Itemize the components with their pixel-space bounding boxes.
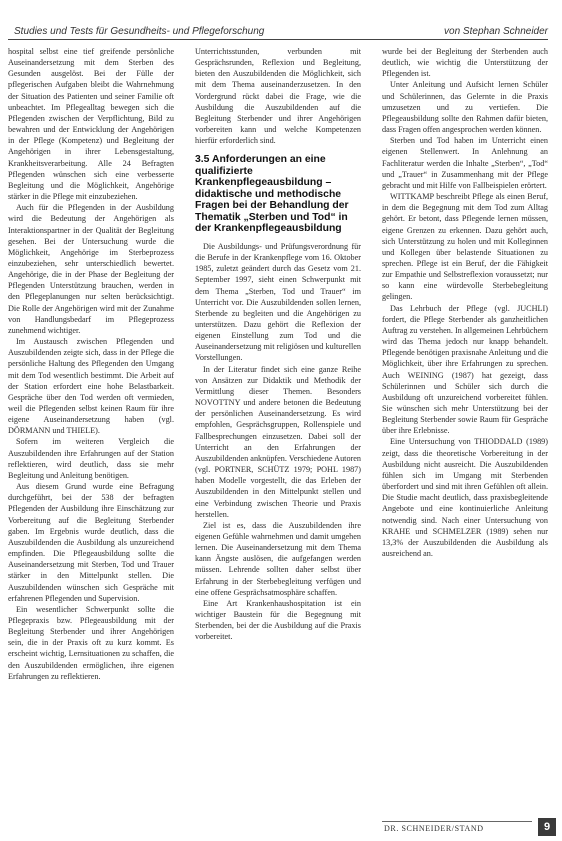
paragraph: Eine Untersuchung von THIODDALD (1989) zeigt, dass die theoretische Vorbereitung in der Ausbildung nicht ausreicht. Die Auszubildenden fühlen sich im Umgang mit Sterbenden überfordert und sind mit ihren Gefühlen oft allein. Die Studie macht deutlich, dass praxisbegleitende Angebote und eine kontinuierliche Anleitung notwendig sind. Nach einer Untersuchung von KRAHE und SCHMELZER (1989) sehen nur 13,3% der Auszubildenden die Ausbildung als ausreichend an. <box>382 437 548 559</box>
page-header <box>8 0 554 36</box>
author-running-head: von Stephan Schneider <box>444 26 548 37</box>
paragraph: Im Austausch zwischen Pflegenden und Auszubildenden zeigte sich, dass in der Pflege die persönliche Haltung des Pflegenden den Umgang mit dem Tod wesentlich bestimmt. Die Arbeit auf der Station erfordert eine hohe Belastbarkeit. Gespräche über den Tod werden oft vermieden, weil die Pflegenden selbst keinen Raum für ihre eigene Auseinandersetzung haben (vgl. DÖRMANN und THIELE). <box>8 337 174 436</box>
paragraph: WITTKAMP beschreibt Pflege als einen Beruf, in dem die Begegnung mit dem Tod zum Alltag gehört. Er betont, dass Pflegende lernen müssen, eigene Grenzen zu erkennen. Dazu gehört auch, sich Unterstützung zu holen und mit Kolleginnen und Kollegen über belastende Situationen zu sprechen. Pflege ist ein Beruf, der die Fähigkeit zur Empathie und Selbstreflexion voraussetzt; nur so kann eine würdevolle Sterbebegleitung gelingen. <box>382 192 548 302</box>
header-rule <box>8 39 548 40</box>
paragraph: hospital selbst eine tief greifende persönliche Auseinandersetzung mit dem Sterben des Gesunden ausgelöst. Bei der Fülle der pflegerischen Aufgaben bleibt die Wahrnehmung der Situation des Patienten und seiner Familie oft unbeachtet. Im Pflegealltag bewegen sich die Pflegenden zwischen der Verpflichtung, Bild zu bewahren und der Entwicklung der Angehörigen in der Pflege (Kompetenz) und Begleitung der Angehörigen in ihrer Lebensgestaltung, Krankheitsverarbeitung. Alle 24 Befragten Pflegenden wünschen sich eine verbesserte Begleitung und die Möglichkeit, Angehörige stärker in die Pflege mit einzubeziehen. <box>8 47 174 202</box>
text-column-3 <box>382 46 548 559</box>
paragraph: Ziel ist es, dass die Auszubildenden ihre eigenen Gefühle wahrnehmen und damit umgehen lernen. Die Auseinandersetzung mit dem Thema kann Ängste auslösen, die aufgefangen werden müssen. Lehrende sollten daher selbst über Erfahrung in der Sterbebegleitung verfügen und eine offene Gesprächsatmosphäre schaffen. <box>195 520 361 597</box>
text-column-1 <box>8 46 174 682</box>
paragraph: Das Lehrbuch der Pflege (vgl. JUCHLI) fordert, die Pflege Sterbender als ganzheitlichen Auftrag zu verstehen. In allgemeinen Lehrbüchern wird das Thema jedoch nur knapp behandelt. Pflegende benötigen praxisnahe Anleitung und die Möglichkeit, über ihre Erfahrungen zu sprechen. Auch WEINING (1987) hat gezeigt, dass Schülerinnen und Schüler sich durch die Ausbildung oft unzureichend vorbereitet fühlen. Sie wünschen sich mehr Unterstützung bei der Begleitung Sterbender sowie Raum für Gespräche über ihre Erlebnisse. <box>382 303 548 436</box>
text-column-2 <box>195 46 361 643</box>
footer-label: DR. SCHNEIDER/STAND <box>384 824 484 833</box>
footer-rule <box>382 821 532 822</box>
paragraph: Die Ausbildungs- und Prüfungsverordnung für die Berufe in der Krankenpflege vom 16. Oktober 1985, zuletzt geändert durch das Gesetz vom 21. September 1997, sieht einen Schwerpunkt mit dem Thema „Sterben, Tod und Trauer“ im Unterricht vor. Die Auszubildenden sollen lernen, Sterbende zu begleiten und die Angehörigen zu unterstützen. Dazu gehört die Reflexion der eigenen Einstellung zum Tod und die Auseinandersetzung mit religiösen und kulturellen Vorstellungen. <box>195 241 361 363</box>
paragraph: Sofern im weiteren Vergleich die Auszubildenden ihre Erfahrungen auf der Station reflektieren, wird deutlich, dass sie mehr Begleitung und Anleitung benötigen. <box>8 437 174 480</box>
page-number-badge: 9 <box>538 818 556 836</box>
paragraph: Unterrichtsstunden, verbunden mit Gesprächsrunden, Reflexion und Begleitung, bieten den Auszubildenden die Möglichkeit, sich mit dem Thema auseinanderzusetzen. In den Vordergrund rückt dabei die Frage, wie die Ausbildung die Auszubildenden auf die Begleitung Sterbender und ihrer Angehörigen vorbereiten kann und welche Kompetenzen hierfür erforderlich sind. <box>195 47 361 146</box>
paragraph: wurde bei der Begleitung der Sterbenden auch deutlich, wie wichtig die Unterstützung der Pflegenden ist. <box>382 47 548 79</box>
paragraph: Auch für die Pflegenden in der Ausbildung wird die Bedeutung der Angehörigen als Interaktionspartner in der Qualität der Begleitung gesehen. Bei der Untersuchung wurde die Möglichkeit, Angehörige im Sterbeprozess einzubeziehen, sehr unterschiedlich bewertet. Angehörige, die in der Phase der Begleitung der Pflegenden Unterstützung brauchen, werden in den Pflegeplanungen nur selten berücksichtigt. Die Rolle der Angehörigen wird mit der Zunahme von Handlungsbedarf im Pflegeprozess zunehmend wichtiger. <box>8 203 174 335</box>
paragraph: Eine Art Krankenhaushospitation ist ein wichtiger Baustein für die Begegnung mit Sterbenden, bei der die Ausbildung auf die Praxis vorbereitet. <box>195 598 361 642</box>
paragraph: In der Literatur findet sich eine ganze Reihe von Ansätzen zur Didaktik und Methodik der Vermittlung dieser Themen. Besonders NOVOTTNY und andere betonen die Bedeutung der persönlichen Auseinandersetzung. Es wird empfohlen, Gesprächsgruppen, Rollenspiele und Fallbesprechungen einzusetzen. Dabei soll der Unterricht an den Erfahrungen der Auszubildenden anknüpfen. Verschiedene Autoren (vgl. PORTNER, SCHÜTZ 1979; POHL 1987) haben Modelle vorgestellt, die das Erleben der Auszubildenden in den Mittelpunkt stellen und eine Verbindung zwischen Theorie und Praxis herstellen. <box>195 364 361 519</box>
paragraph: Unter Anleitung und Aufsicht lernen Schüler und Schülerinnen, das Gelernte in die Praxis umzusetzen und zu vertiefen. Die Pflegeausbildung sollte den Rahmen dafür bieten, dass Fragen offen angesprochen werden können. <box>382 80 548 135</box>
journal-running-head: Studies und Tests für Gesundheits- und Pflegeforschung <box>14 26 265 37</box>
paragraph: Aus diesem Grund wurde eine Befragung durchgeführt, bei der 538 der befragten Pflegenden der Ausbildung ihre Einschätzung zur Vorbereitung auf die Begleitung Sterbender gaben. Im Ergebnis wurde deutlich, dass die Auszubildenden die Ausbildung als unzureichend empfinden. Die Pflegeausbildung sollte die Auseinandersetzung mit Sterben, Tod und Trauer stärker in den Mittelpunkt stellen. Die Auszubildenden wünschen sich Gespräche mit erfahrenen Pflegenden und Supervision. <box>8 482 174 603</box>
paragraph: Ein wesentlicher Schwerpunkt sollte die Pflegepraxis bzw. Pflegeausbildung mit der Begleitung Sterbender und ihrer Angehörigen sein, die in der Praxis oft zu kurz kommt. Es erscheint wichtig, Lernsituationen zu schaffen, die den Auszubildenden ermöglichen, ihre eigenen Erfahrungen zu reflektieren. <box>8 604 174 681</box>
section-heading: 3.5 Anforderungen an eine qualifizierte Krankenpflegeausbildung – didaktische und methodische Fragen bei der Behandlung der Thematik „Sterben und Tod“ in der Krankenpflegeausbildung <box>195 154 349 235</box>
paragraph: Sterben und Tod haben im Unterricht einen eigenen Stellenwert. In Anlehnung an Fachliteratur werden die Inhalte „Sterben“, „Tod“ und „Trauer“ in Zusammenhang mit der Pflege gebracht und mit Hilfe von Fallbeispielen erörtert. <box>382 136 548 190</box>
